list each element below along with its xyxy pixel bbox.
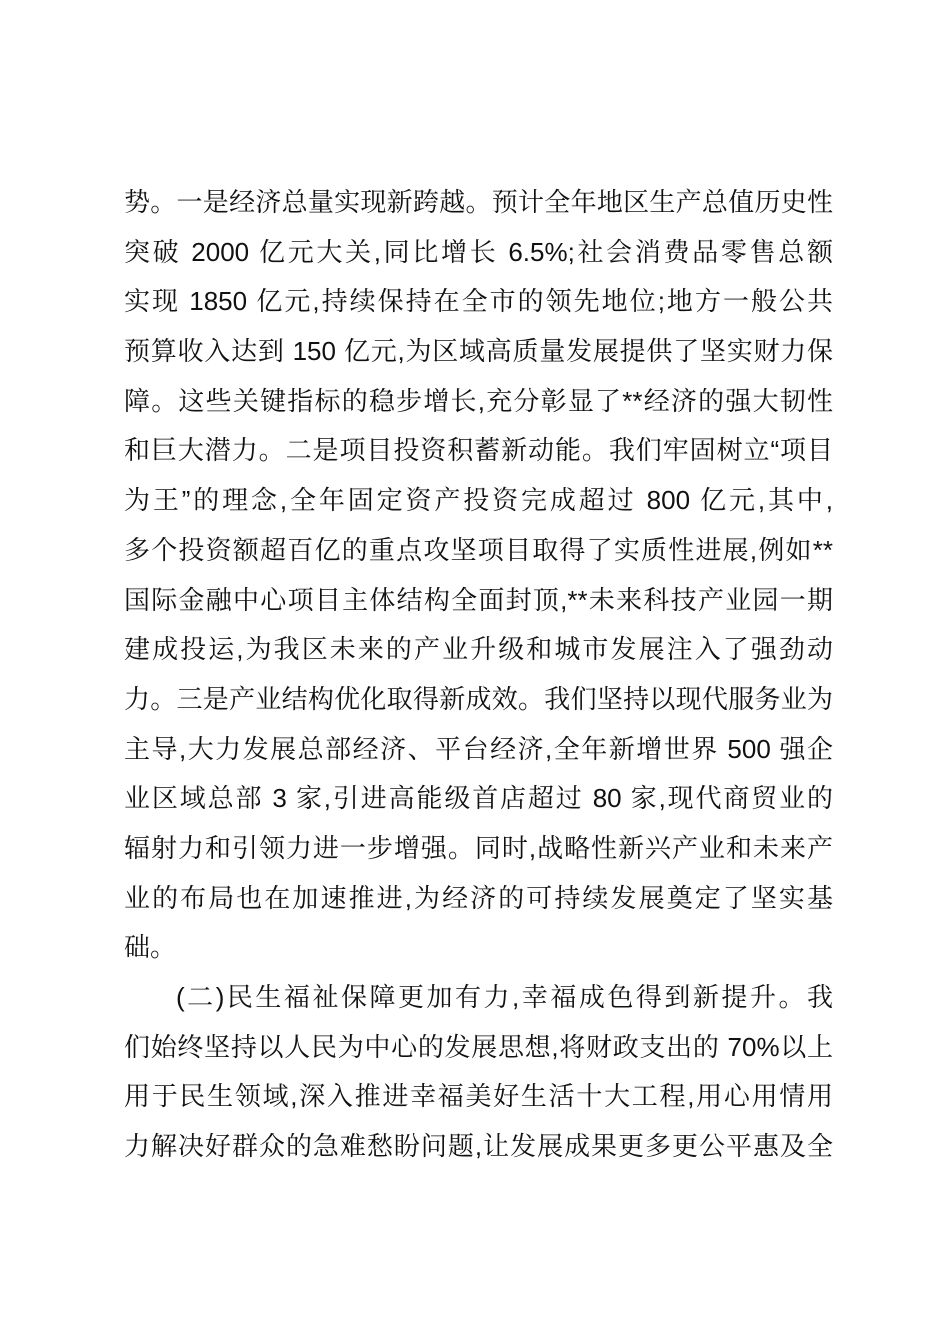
text-line: 势。一是经济总量实现新跨越。预计全年地区生产总值历史性	[124, 187, 833, 217]
text-line: 障。这些关键指标的稳步增长,充分彰显了**经济的强大韧性	[124, 385, 833, 416]
text-line: 实现 1850 亿元,持续保持在全市的领先地位;地方一般公共	[124, 286, 833, 317]
text-line: 辐射力和引领力进一步增强。同时,战略性新兴产业和未来产	[124, 832, 833, 863]
text-line: 们始终坚持以人民为中心的发展思想,将财政支出的 70%以上	[124, 1031, 833, 1062]
text-line: 建成投运,为我区未来的产业升级和城市发展注入了强劲动	[124, 634, 833, 665]
text-line: 力。三是产业结构优化取得新成效。我们坚持以现代服务业为	[124, 683, 833, 714]
text-line: (二)民生福祉保障更加有力,幸福成色得到新提升。我	[176, 982, 833, 1012]
text-line: 为王”的理念,全年固定资产投资完成超过 800 亿元,其中,	[124, 485, 833, 516]
text-line: 国际金融中心项目主体结构全面封顶,**未来科技产业园一期	[124, 584, 833, 615]
document-body	[124, 178, 833, 1172]
text-line: 主导,大力发展总部经济、平台经济,全年新增世界 500 强企	[124, 733, 833, 764]
text-line: 预算收入达到 150 亿元,为区域高质量发展提供了坚实财力保	[124, 336, 833, 367]
text-line: 业区域总部 3 家,引进高能级首店超过 80 家,现代商贸业的	[124, 783, 833, 814]
text-line: 和巨大潜力。二是项目投资积蓄新动能。我们牢固树立“项目	[124, 435, 833, 466]
text-line: 突破 2000 亿元大关,同比增长 6.5%;社会消费品零售总额	[124, 236, 833, 267]
text-line: 用于民生领域,深入推进幸福美好生活十大工程,用心用情用	[124, 1081, 833, 1112]
text-line: 多个投资额超百亿的重点攻坚项目取得了实质性进展,例如**	[124, 534, 833, 565]
text-line: 业的布局也在加速推进,为经济的可持续发展奠定了坚实基	[124, 882, 833, 913]
text-line: 力解决好群众的急难愁盼问题,让发展成果更多更公平惠及全	[124, 1131, 833, 1162]
text-line: 础。	[124, 932, 177, 963]
